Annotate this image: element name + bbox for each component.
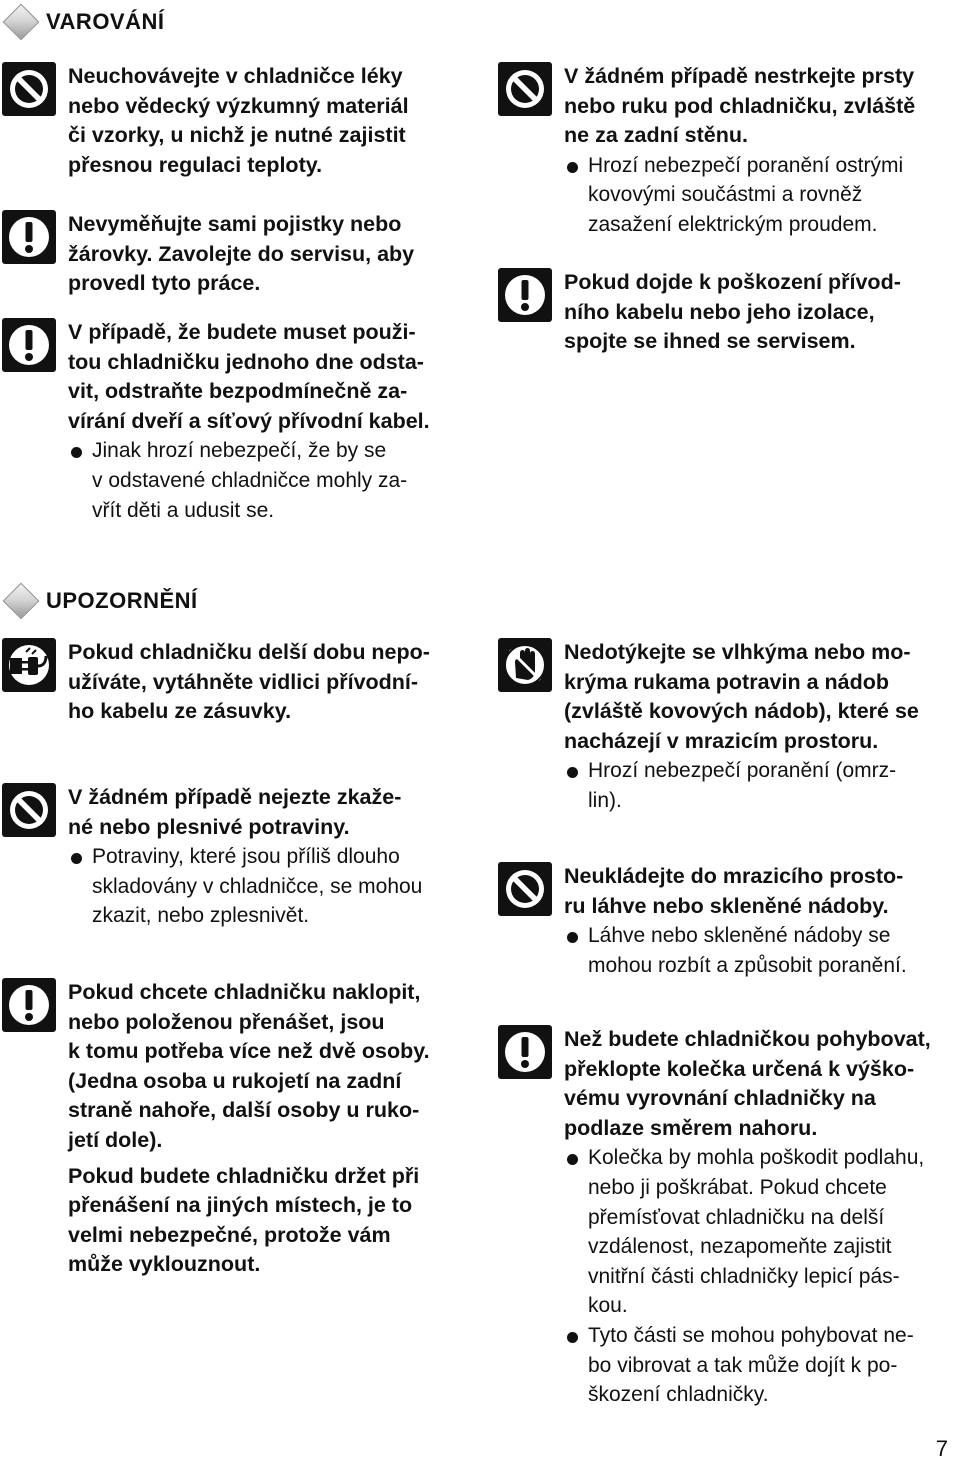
warning-header <box>0 0 165 44</box>
prohibition-icon <box>2 62 56 116</box>
no-wet-hands-icon <box>498 638 552 692</box>
prohibition-icon <box>498 62 552 116</box>
caution-item-6-text: Než budete chladničkou pohybovat, překlopte kolečka určená k výško- vému vyrovnání chladničky na podlaze směrem nahoru. <box>564 1027 931 1140</box>
warning-item-4-text: V žádném případě nestrkejte prsty nebo ruku pod chladničku, zvláště ne za zadní stěnu. <box>564 64 916 148</box>
warning-item-3-bullet: Jinak hrozí nebezpečí, že by se v odstavené chladničce mohly za- vřít děti a udusit se. <box>68 436 462 525</box>
exclamation-icon <box>498 1025 552 1079</box>
warning-item-1-text: Neuchovávejte v chladničce léky nebo vědecký výzkumný materiál či vzorky, u nichž je nutné zajistit přesnou regulaci teploty. <box>68 64 409 177</box>
caution-item-6-bullet-2: Tyto části se mohou pohybovat ne- bo vibrovat a tak může dojít k po- škození chladničky. <box>564 1321 958 1410</box>
exclamation-icon <box>2 318 56 372</box>
exclamation-icon <box>2 210 56 264</box>
exclamation-icon <box>2 978 56 1032</box>
warning-item-2-text: Nevyměňujte sami pojistky nebo žárovky. Zavolejte do servisu, aby provedl tyto práce. <box>68 212 415 296</box>
caution-item-6-bullet-1: Kolečka by mohla poškodit podlahu, nebo ji poškrábat. Pokud chcete přemísťovat chladničku na delší vzdálenost, nezapomeňte zajistit vnitřní části chladničky lepicí pás- kou. <box>564 1143 958 1321</box>
page-number: 7 <box>935 1436 948 1461</box>
warning-item-4-bullet: Hrozí nebezpečí poranění ostrými kovovými součástmi a rovněž zasažení elektrickým proudem. <box>564 151 958 240</box>
caution-item-3-text: Pokud chcete chladničku naklopit, nebo položenou přenášet, jsou k tomu potřeba více než dvě osoby. (Jedna osoba u rukojetí na zadní straně nahoře, další osoby u ruko- jetí dole). <box>68 980 430 1152</box>
caution-item-4-text: Nedotýkejte se vlhkýma nebo mo- krýma rukama potravin a nádob (zvláště kovových nádob), které se nacházejí v mrazicím prostoru. <box>564 640 919 753</box>
caution-item-2-bullet: Potraviny, které jsou příliš dlouho skladovány v chladničce, se mohou zkazit, nebo zplesnivět. <box>68 842 462 931</box>
warning-title: VAROVÁNÍ <box>46 9 165 34</box>
exclamation-icon <box>498 268 552 322</box>
caution-item-1-text: Pokud chladničku delší dobu nepo- užíváte, vytáhněte vidlici přívodní- ho kabelu ze zásuvky. <box>68 640 430 724</box>
caution-item-4-bullet: Hrozí nebezpečí poranění (omrz- lin). <box>564 756 958 815</box>
prohibition-icon <box>2 783 56 837</box>
caution-item-5-bullet: Láhve nebo skleněné nádoby se mohou rozbít a způsobit poranění. <box>564 921 958 980</box>
warning-item-3-text: V případě, že budete muset použi- tou chladničku jednoho dne odsta- vit, odstraňte bezpodmínečně za- vírání dveří a síťový přívodní kabel. <box>68 320 430 433</box>
warning-diamond-icon <box>3 4 40 41</box>
caution-diamond-icon <box>3 583 40 620</box>
caution-item-3-text-2: Pokud budete chladničku držet při přenášení na jiných místech, je to velmi nebezpečné, protože vám může vyklouznout. <box>68 1163 420 1277</box>
caution-item-2-text: V žádném případě nejezte zkaže- né nebo plesnivé potraviny. <box>68 785 402 839</box>
caution-item-5-text: Neukládejte do mrazicího prosto- ru láhve nebo skleněné nádoby. <box>564 864 904 918</box>
caution-title: UPOZORNĚNÍ <box>46 588 198 613</box>
unplug-icon <box>2 638 56 692</box>
caution-header <box>0 579 198 623</box>
prohibition-icon <box>498 862 552 916</box>
warning-item-5-text: Pokud dojde k poškození přívod- ního kabelu nebo jeho izolace, spojte se ihned se servisem. <box>564 270 901 354</box>
